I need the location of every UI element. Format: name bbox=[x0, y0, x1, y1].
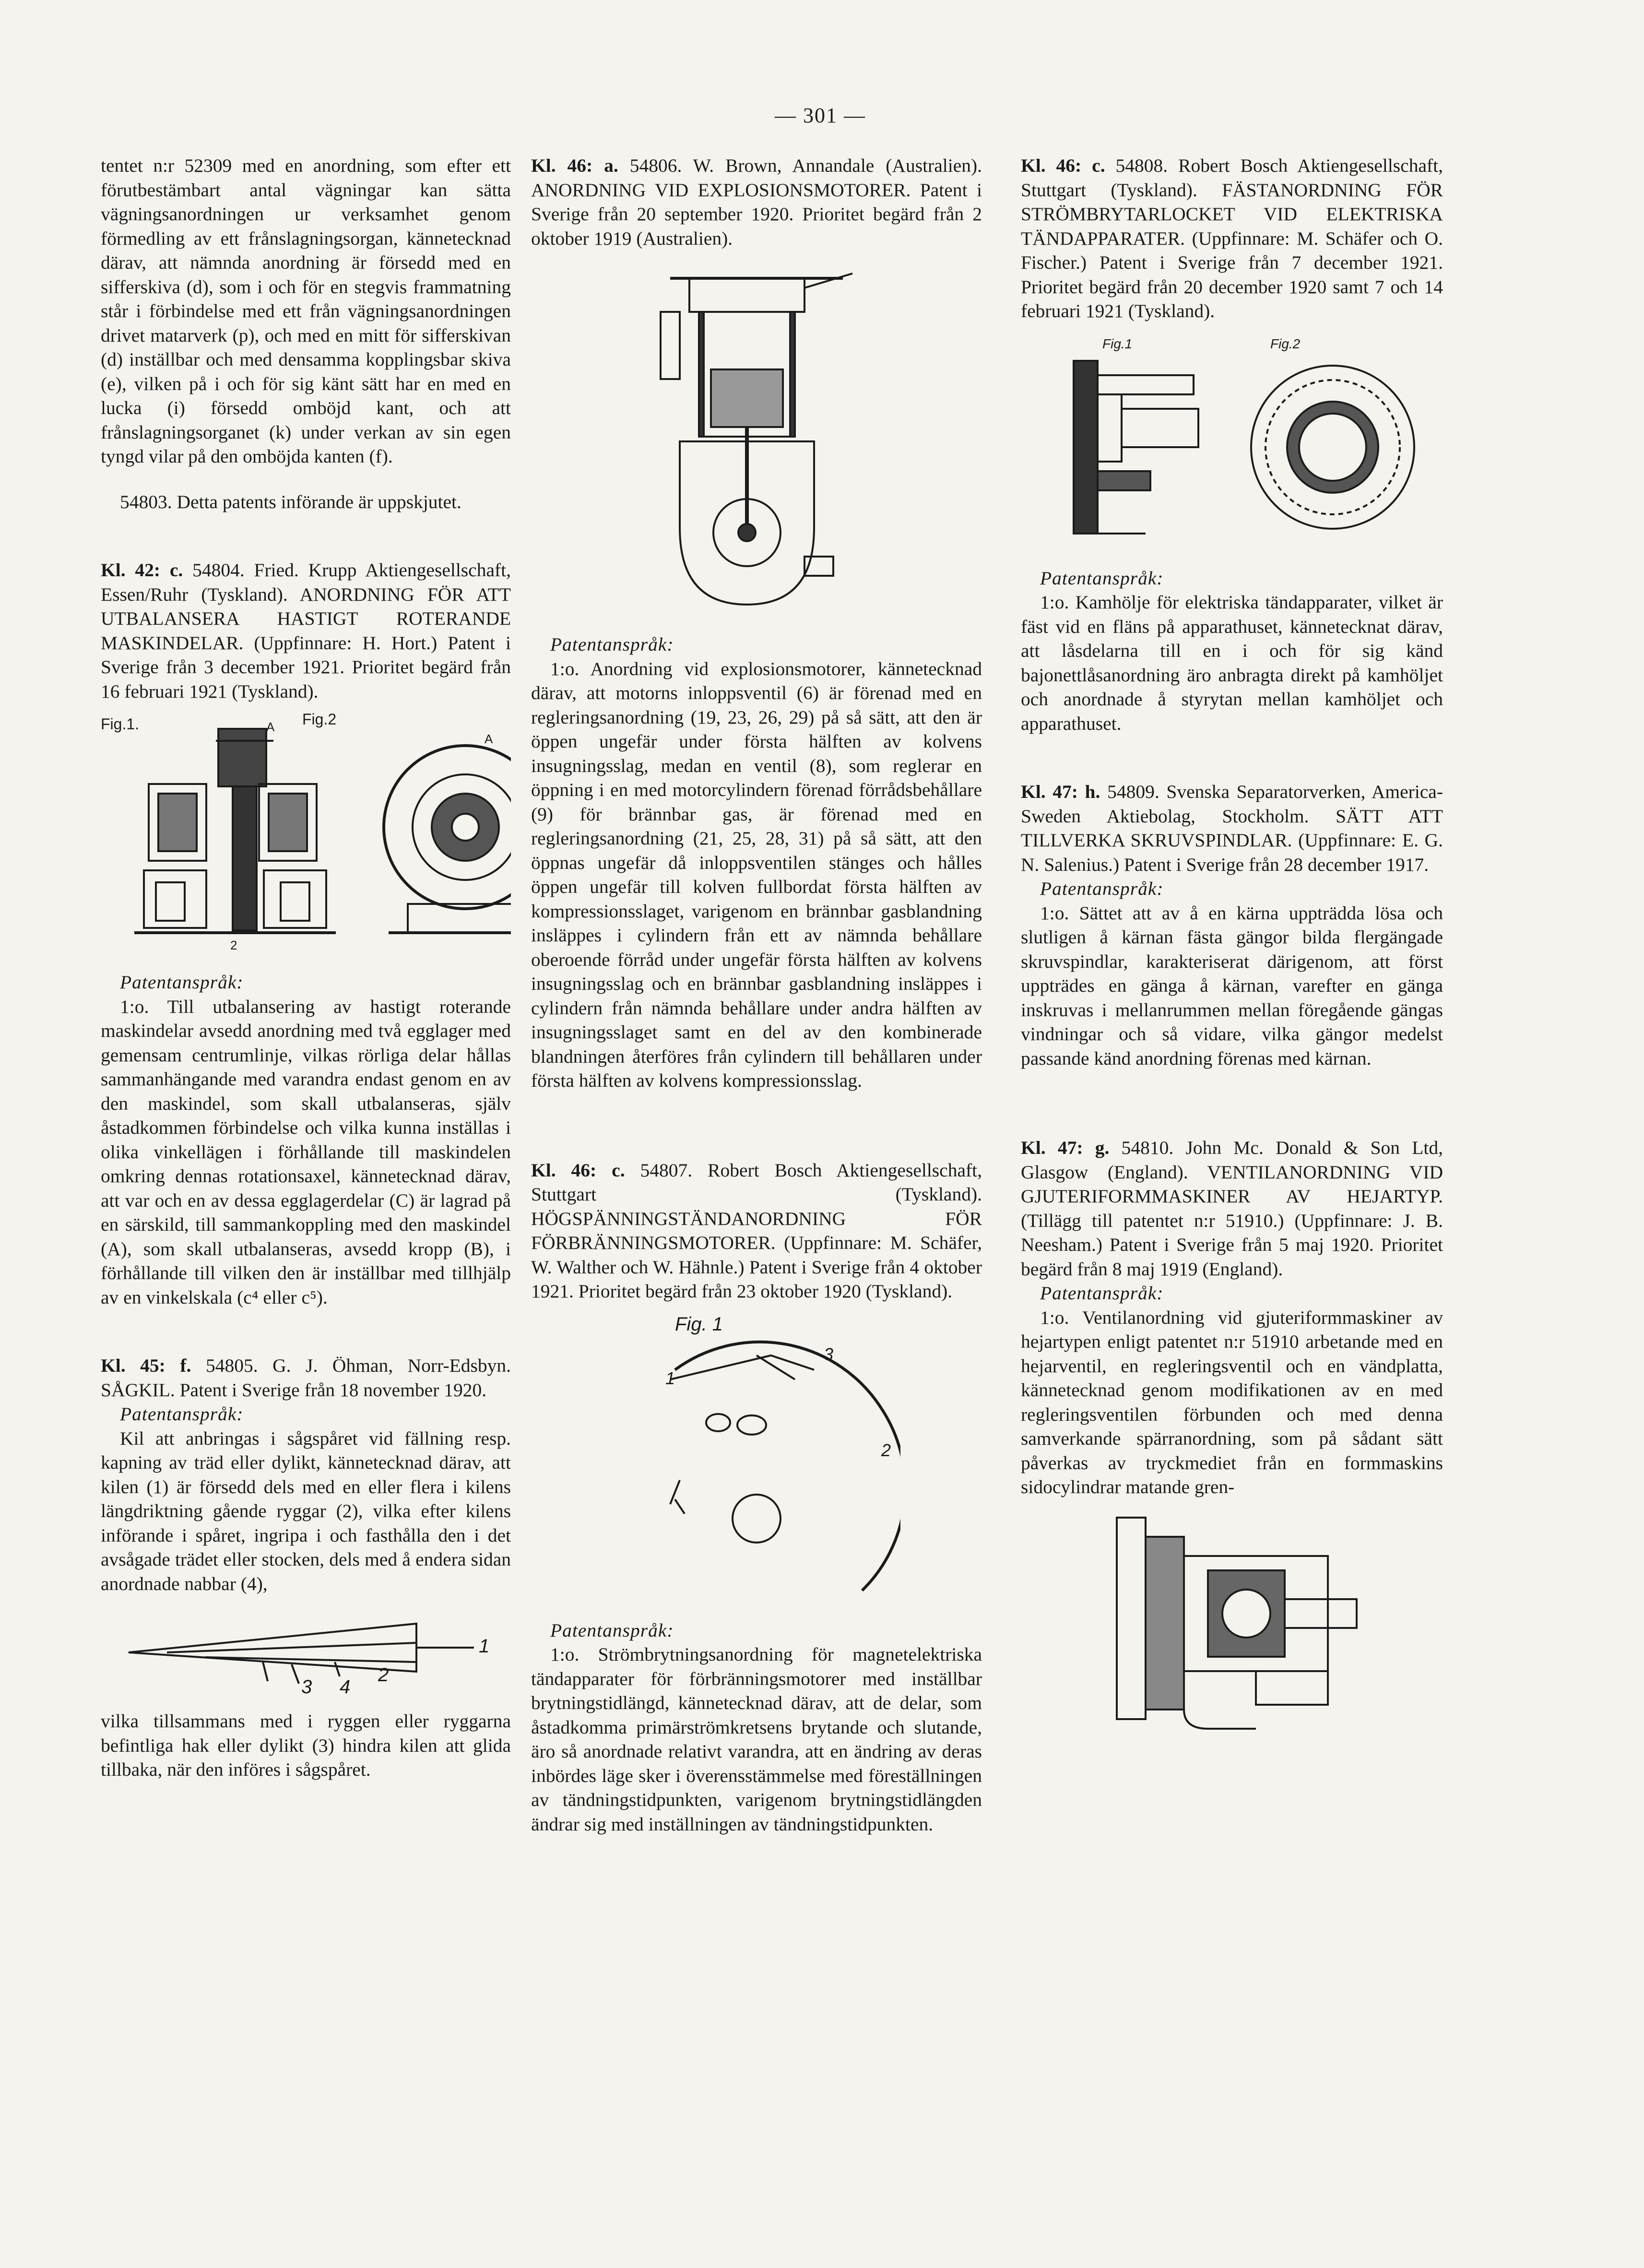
patent-54806-header: Kl. 46: a. 54806. W. Brown, Annandale (Australien). ANORDNING VID EXPLOSIONSMOTORER. Patent i Sverige från 20 september 1920. Prioritet begärd från 2 oktober 1919 (Australien). bbox=[531, 155, 982, 249]
patent-54803-notice: 54803. Detta patents införande är uppskjutet. bbox=[120, 491, 461, 512]
patent-54807-subhead: Patentanspråk: bbox=[550, 1619, 674, 1641]
breaker-cover-drawing bbox=[1021, 332, 1443, 558]
svg-text:4: 4 bbox=[339, 1676, 350, 1698]
patent-54807-header: Kl. 46: c. 54807. Robert Bosch Aktiengesellschaft, Stuttgart (Tyskland). HÖGSPÄNNINGSTÄNDANORDNING FÖR FÖRBRÄNNINGSMOTORER. (Uppfinnare: M. Schäfer, W. Walther och W. Hähnle.) Patent i Sverige från 4 oktober 1921. Prioritet begärd från 23 oktober 1920 (Tyskland). bbox=[531, 1159, 982, 1302]
page-number: — 301 — bbox=[775, 104, 866, 127]
breaker-cam-drawing bbox=[613, 1312, 900, 1610]
patent-54804-figure bbox=[101, 712, 511, 962]
patent-54808-subhead: Patentanspråk: bbox=[1040, 567, 1164, 589]
column-1 bbox=[101, 154, 511, 1782]
patent-54805-subhead: Patentanspråk: bbox=[120, 1403, 244, 1425]
patent-54809-subhead: Patentanspråk: bbox=[1040, 878, 1164, 899]
patent-54804-header: Kl. 42: c. 54804. Fried. Krupp Aktiengesellschaft, Essen/Ruhr (Tyskland). ANORDNING FÖR ATT UTBALANSERA HASTIGT ROTERANDE MASKINDELAR. (Uppfinnare: H. Hort.) Patent i Sverige från 3 december 1921. Prioritet begärd från 16 februari 1921 (Tyskland). bbox=[101, 559, 511, 702]
svg-text:3: 3 bbox=[301, 1676, 312, 1698]
valve-assembly-drawing bbox=[1064, 1508, 1400, 1738]
patent-54810-figure bbox=[1021, 1508, 1443, 1738]
fig-label: Fig. 1 bbox=[675, 1313, 723, 1335]
fig1-label: Fig.1. bbox=[101, 715, 140, 733]
patent-54810-claim: 1:o. Ventilanordning vid gjuteriformmaskiner av hejartypen enligt patentet n:r 51910 arbetande med en hejarventil, en regleringsventil och en vändplatta, kännetecknad genom modifikationen av en med regleringsventilen förbunden och med denna samverkande spärranordning, som på sådant sätt påverkas av tryckmediet från en formmaskins sidocylindrar matande gren- bbox=[1021, 1306, 1443, 1497]
continued-claim-text: tentet n:r 52309 med en anordning, som efter ett förutbestämbart antal vägningar kan sätta vägningsanordningen ur verksamhet genom förmedling av ett frånslagningsorgan, kännetecknad därav, att nämnda anordning är försedd med en sifferskiva (d), som i och för en stegvis frammatning står i förbindelse med ett från vägningsanordningen drivet matarverk (p), och med en mitt för sifferskivan (d) inställbar och med densamma kopplingsbar skiva (e), vilken på i och för sig känt sätt har en med en lucka (i) försedd omböjd kant, och att frånslagningsorganet (k) under verkan av sin egen tyngd vilar på den omböjda kanten (f). bbox=[101, 155, 511, 467]
saw-wedge-drawing bbox=[109, 1604, 503, 1700]
patent-54810-subhead: Patentanspråk: bbox=[1040, 1282, 1164, 1304]
fig1-label: Fig.1 bbox=[1102, 336, 1133, 351]
rotor-balancing-drawing bbox=[101, 712, 511, 962]
patent-54805-claim-continued: vilka tillsammans med i ryggen eller ryggarna befintliga hak eller dylikt (3) hindra kilen att glida tillbaka, när den införes i sågspåret. bbox=[101, 1710, 511, 1780]
svg-text:2: 2 bbox=[378, 1664, 389, 1686]
svg-text:3: 3 bbox=[824, 1344, 834, 1364]
patent-54805-figure bbox=[101, 1604, 511, 1700]
fig2-label: Fig.2 bbox=[1270, 336, 1301, 351]
patent-54810-header: Kl. 47: g. 54810. John Mc. Donald & Son Ltd, Glasgow (England). VENTILANORDNING VID GJUTERIFORMMASKINER AV HEJARTYP. (Tillägg till patentet n:r 51910.) (Uppfinnare: J. B. Neesham.) Patent i Sverige från 5 maj 1920. Prioritet begärd från 8 maj 1919 (England). bbox=[1021, 1137, 1443, 1280]
column-3 bbox=[1021, 154, 1443, 1747]
patent-54806-figure bbox=[531, 259, 982, 624]
patent-54808-figure bbox=[1021, 332, 1443, 558]
patent-54804-subhead: Patentanspråk: bbox=[120, 972, 244, 993]
svg-text:2: 2 bbox=[230, 938, 237, 952]
patent-54808-header: Kl. 46: c. 54808. Robert Bosch Aktiengesellschaft, Stuttgart (Tyskland). FÄSTANORDNING FÖR STRÖMBRYTARLOCKET VID ELEKTRISKA TÄNDAPPARATER. (Uppfinnare: M. Schäfer och O. Fischer.) Patent i Sverige från 7 december 1921. Prioritet begärd från 20 december 1920 samt 7 och 14 februari 1921 (Tyskland). bbox=[1021, 155, 1443, 321]
svg-text:2: 2 bbox=[881, 1440, 891, 1460]
patent-54806-claim: 1:o. Anordning vid explosionsmotorer, kännetecknad därav, att motorns inloppsventil (6) är förenad med en regleringsanordning (19, 23, 26, 29) på så sätt, att den är öppen ungefär under första hälften av kolvens insugningsslag, medan en ventil (8), som reglerar en öppning i en med motorcylindern förenad förrådsbehållare (9) för brännbar gas, är förenad med en regleringsanordning (21, 25, 28, 31) på så sätt, att den öppnas ungefär då inloppsventilen stänges och hålles öppen ungefär till kolven fullbordat första hälften av kompressionsslaget, varigenom en brännbar gasblandning insläppes i cylindern från ett av nämnda behållare oberoende förråd under ungefär första hälften av kolvens insugningsslag och en brännbar gasblandning insläppes i cylindern från nämnda behållare under andra hälften av insugningsslaget samt en del av den kombinerade blandningen återföres från cylindern till behållaren under första hälften av kolvens kompressionsslag. bbox=[531, 658, 982, 1091]
column-2 bbox=[531, 154, 982, 1836]
patent-54809-claim: 1:o. Sättet att av å en kärna uppträdda lösa och slutligen å kärnan fästa gängor bilda flergängade skruvspindlar, karakteriserat därigenom, att först uppträdes en gänga å kärnan, varefter en gänga inskruvas i mellanrummen mellan föregående gängas vindningar och så vidare, vilka gängor medelst passande känd anordning förenas med kärnan. bbox=[1021, 902, 1443, 1069]
patent-54805-header: Kl. 45: f. 54805. G. J. Öhman, Norr-Edsbyn. SÅGKIL. Patent i Sverige från 18 november 1920. bbox=[101, 1355, 511, 1401]
patent-54806-subhead: Patentanspråk: bbox=[550, 634, 674, 655]
fig2-label: Fig.2 bbox=[302, 711, 337, 728]
patent-54807-figure bbox=[531, 1312, 982, 1610]
svg-text:A: A bbox=[485, 732, 493, 746]
patent-54808-claim: 1:o. Kamhölje för elektriska tändapparater, vilket är fäst vid en fläns på apparathuset, kännetecknat därav, att låsdelarna till en i och för sig känd bajonettlåsanordning äro anbragta direkt på kamhöljet och anordnade å styrytan mellan kamhöljet och apparathuset. bbox=[1021, 592, 1443, 734]
patent-54809-header: Kl. 47: h. 54809. Svenska Separatorverken, America-Sweden Aktiebolag, Stockholm. SÄTT ATT TILLVERKA SKRUVSPINDLAR. (Uppfinnare: E. G. N. Salenius.) Patent i Sverige från 28 december 1917. bbox=[1021, 781, 1443, 875]
patent-54804-claim: 1:o. Till utbalansering av hastigt roterande maskindelar avsedd anordning med två egglager med gemensam centrumlinje, vilkas rörliga delar hållas sammanhängande med varandra endast genom en av den maskindel, som skall utbalanseras, själv åstadkommen förbindelse och vilka kunna inställas i olika vinkellägen i förhållande till maskindelen omkring dennas rotationsaxel, kännetecknad därav, att var och en av dessa egglagerdelar (C) är lagrad på en särskild, till sammankoppling med den maskindel (A), som skall utbalanseras, avsedd kropp (B), i förhållande till vilken den är inställbar med tillhjälp av en vinkelskala (c⁴ eller c⁵). bbox=[101, 996, 511, 1308]
engine-cylinder-drawing bbox=[632, 259, 881, 624]
svg-text:1: 1 bbox=[478, 1636, 489, 1657]
svg-text:A: A bbox=[266, 720, 275, 734]
patent-54807-claim: 1:o. Strömbrytningsanordning för magnetelektriska tändapparater för förbränningsmotorer med inställbar brytningstidlängd, kännetecknad därav, att de delar, som åstadkomma primärströmkretsens brytande och slutande, äro så anordnade relativt varandra, att en ändring av deras inbördes läge sker i överensstämmelse med föreställningen av tändningstidpunkten, varigenom brytningstidlängden ändrar sig med inställningen av tändningstidpunkten. bbox=[531, 1644, 982, 1835]
svg-text:1: 1 bbox=[665, 1368, 675, 1388]
patent-54805-claim: Kil att anbringas i sågspåret vid fällning resp. kapning av träd eller dylikt, kännetecknad därav, att kilen (1) är försedd dels med en eller flera i kilens längdriktning gående ryggar (2), vilka efter kilens införande i spåret, ingripa i och fasthålla den i det avsågade trädet eller stocken, dels med å endera sidan anordnade nabbar (4), bbox=[101, 1427, 511, 1594]
